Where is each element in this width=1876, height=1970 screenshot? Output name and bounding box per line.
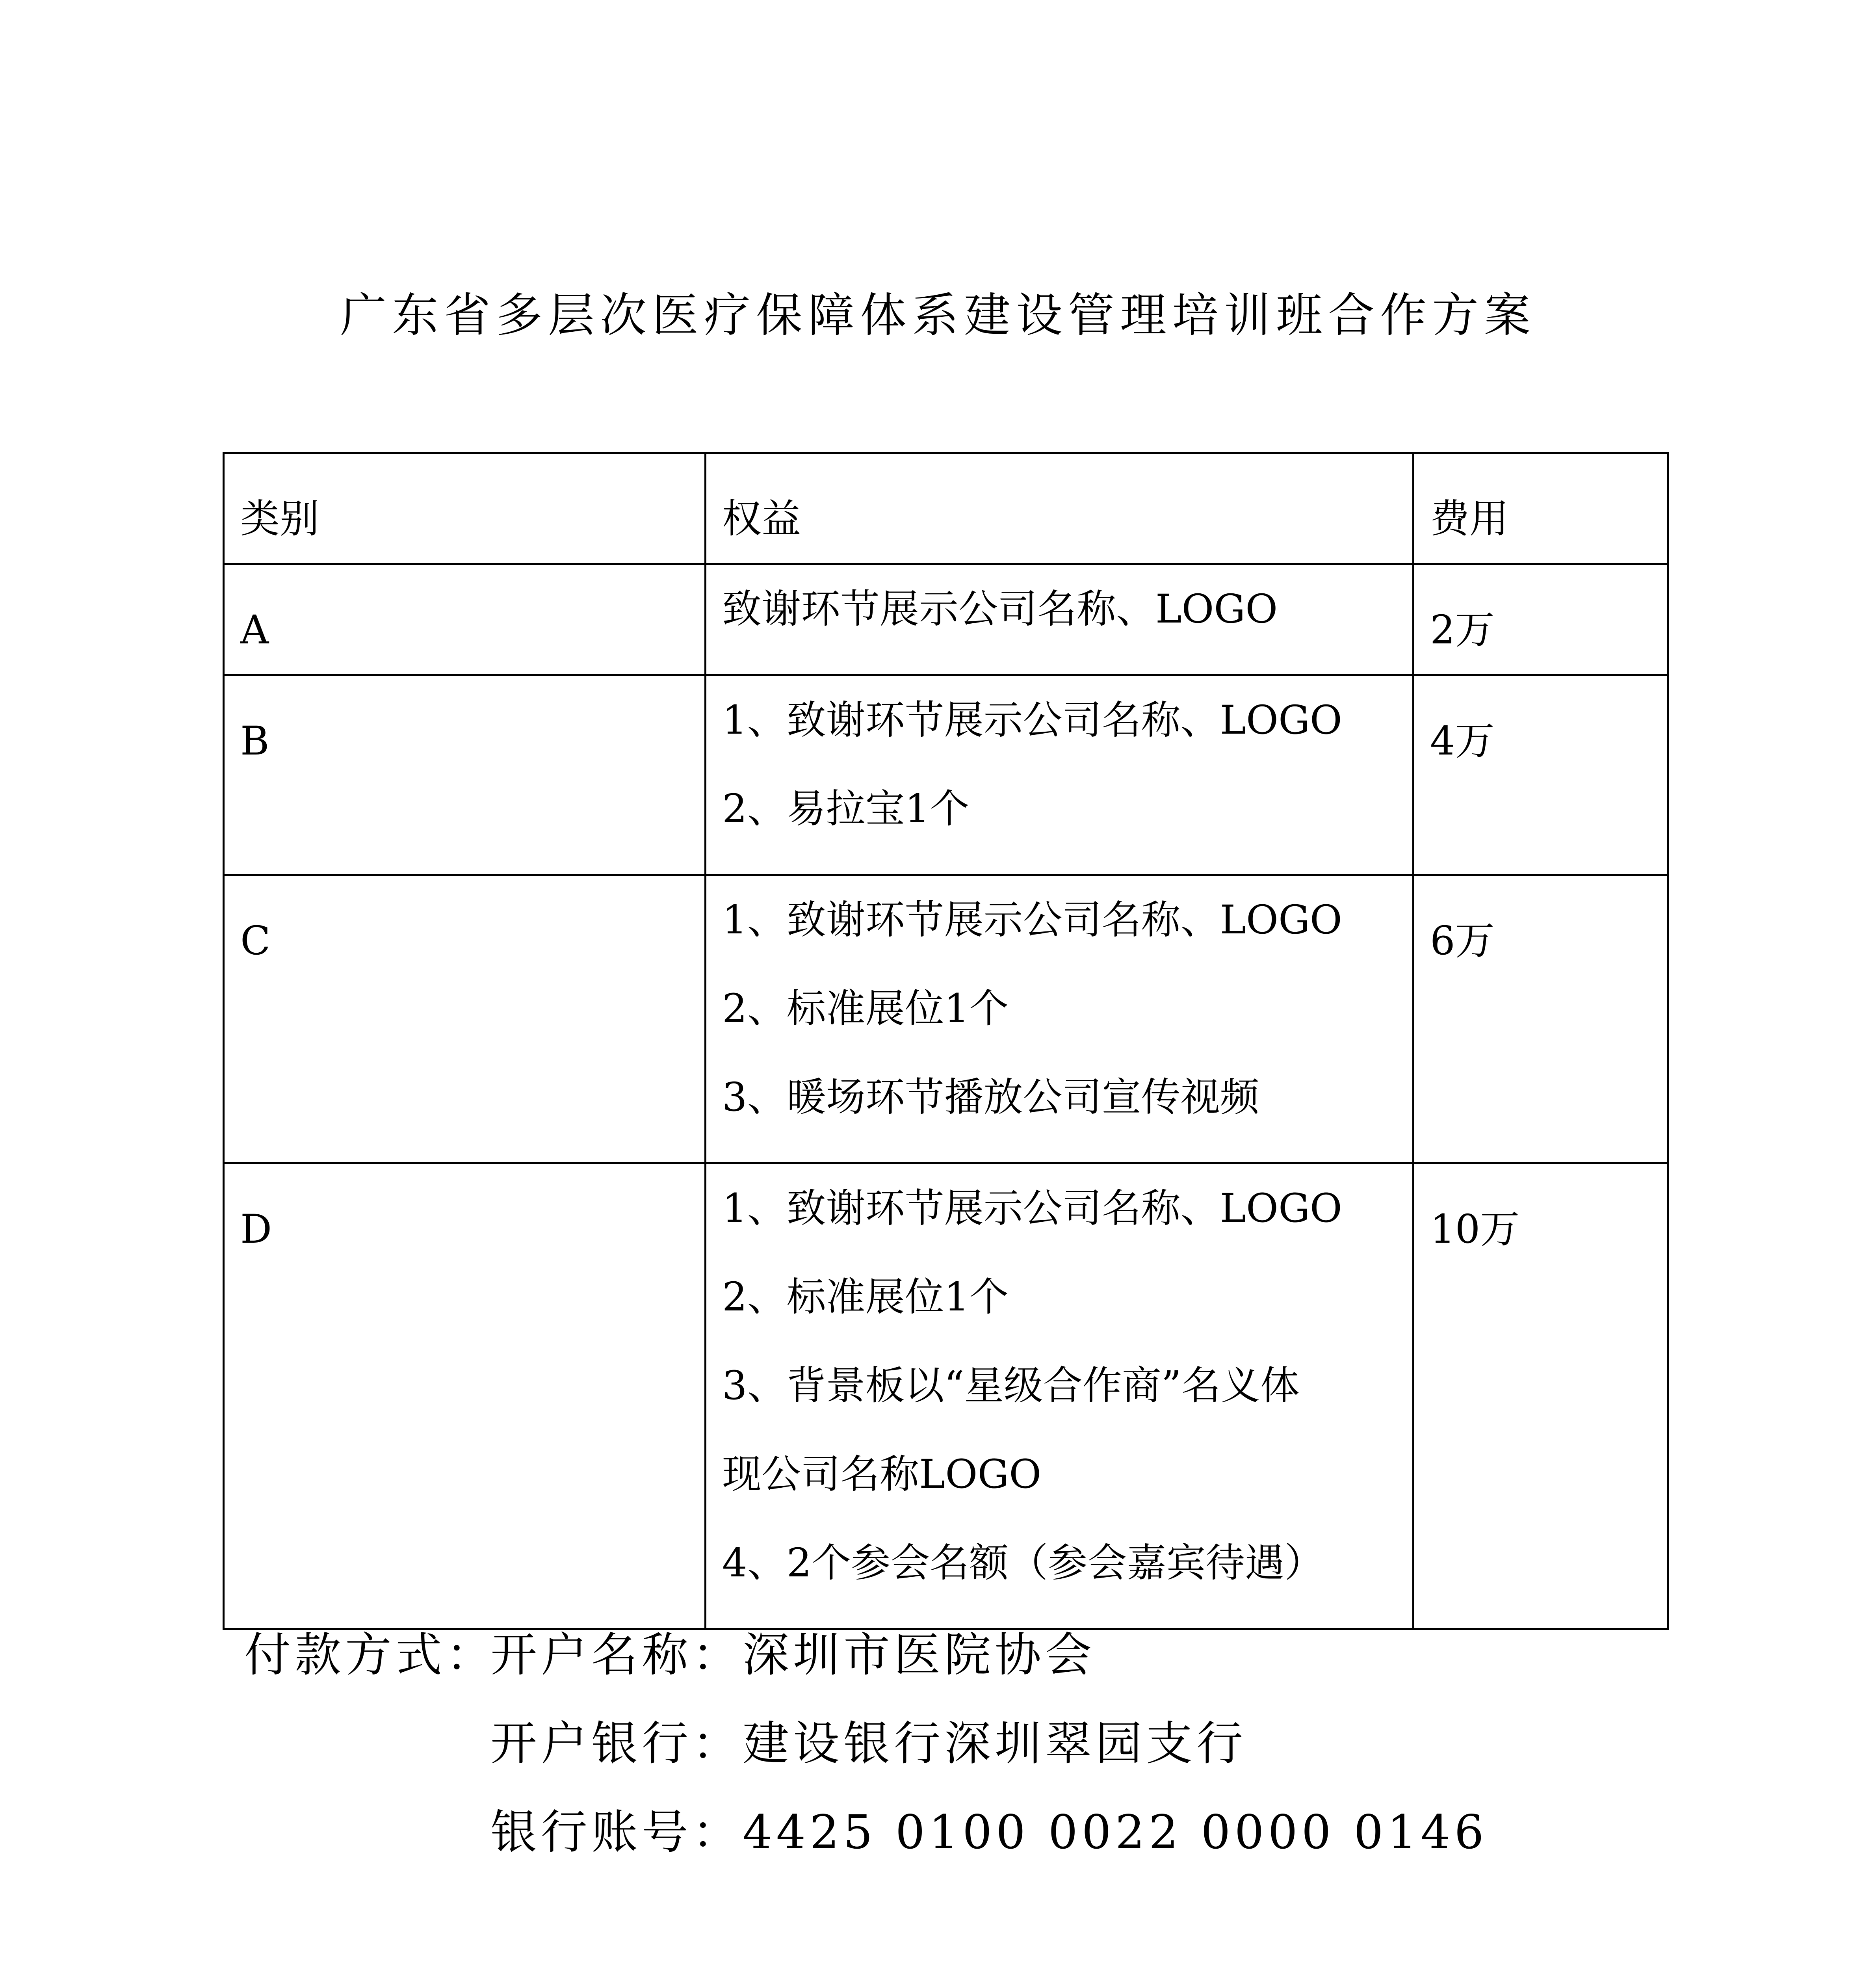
benefit-line: 2、标准展位1个 — [722, 1274, 1009, 1320]
benefit-line: 现公司名称LOGO — [722, 1451, 1042, 1497]
fee-cell: 10万 — [1414, 1163, 1668, 1629]
table-row — [224, 1163, 1668, 1629]
table-row — [224, 564, 1668, 675]
account-name: 开户名称：深圳市医院协会 — [490, 1628, 1096, 1682]
bank-name: 开户银行：建设银行深圳翠园支行 — [490, 1716, 1247, 1771]
benefit-line: 2、标准展位1个 — [722, 985, 1009, 1031]
category-cell: A — [224, 564, 706, 675]
header-benefits: 权益 — [706, 453, 1414, 564]
benefit-line: 3、暖场环节播放公司宣传视频 — [722, 1074, 1259, 1120]
benefit-line: 1、致谢环节展示公司名称、LOGO — [722, 897, 1342, 943]
fee-cell: 2万 — [1414, 564, 1668, 675]
payment-bank-line — [244, 1712, 1247, 1775]
table-header-row — [224, 453, 1668, 564]
category-cell: D — [224, 1163, 706, 1629]
account-number: 银行账号：4425 0100 0022 0000 0146 — [490, 1805, 1488, 1859]
payment-account-name-line — [244, 1623, 1096, 1686]
benefits-cell — [706, 564, 1414, 675]
benefit-line: 2、易拉宝1个 — [722, 786, 970, 832]
benefits-cell — [706, 1163, 1414, 1629]
header-category: 类别 — [224, 453, 706, 564]
benefit-line: 1、致谢环节展示公司名称、LOGO — [722, 697, 1342, 743]
category-cell: B — [224, 675, 706, 875]
benefits-cell — [706, 675, 1414, 875]
benefit-line: 1、致谢环节展示公司名称、LOGO — [722, 1185, 1342, 1231]
payment-account-number-line — [244, 1801, 1488, 1864]
fee-cell: 4万 — [1414, 675, 1668, 875]
benefit-line: 3、背景板以“星级合作商”名义体 — [722, 1362, 1300, 1409]
benefit-line: 致谢环节展示公司名称、LOGO — [722, 586, 1278, 632]
benefit-line: 4、2个参会名额（参会嘉宾待遇） — [722, 1540, 1324, 1586]
fee-cell: 6万 — [1414, 875, 1668, 1163]
header-fee: 费用 — [1414, 453, 1668, 564]
category-cell: C — [224, 875, 706, 1163]
table-row — [224, 875, 1668, 1163]
table-row — [224, 675, 1668, 875]
cooperation-plan-table — [223, 452, 1669, 1630]
payment-label: 付款方式： — [244, 1628, 497, 1682]
benefits-cell — [706, 875, 1414, 1163]
page-title: 广东省多层次医疗保障体系建设管理培训班合作方案 — [340, 288, 1536, 342]
